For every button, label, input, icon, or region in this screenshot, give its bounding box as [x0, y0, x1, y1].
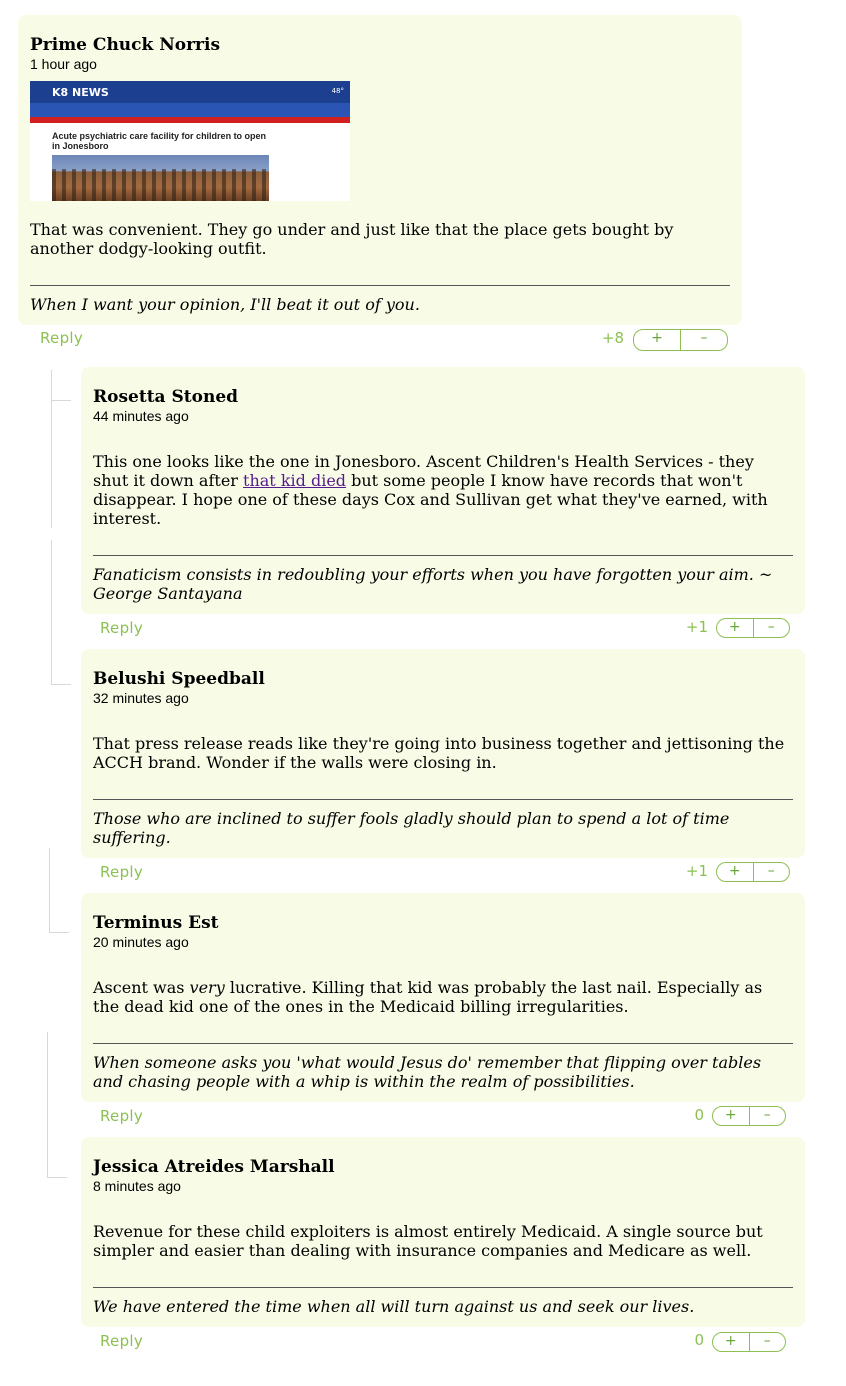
comment-timestamp[interactable]: 32 minutes ago — [93, 690, 189, 706]
comment-author[interactable]: Jessica Atreides Marshall — [93, 1157, 335, 1177]
comment-emphasis: very — [189, 978, 225, 997]
vote-controls — [716, 618, 790, 638]
comment-body: Revenue for these child exploiters is almost entirely Medicaid. A single source but simpler and easier than dealing with insurance companies and Medicare as well. — [93, 1222, 763, 1260]
comment-body — [93, 452, 793, 528]
comment-timestamp[interactable]: 44 minutes ago — [93, 408, 189, 424]
comment-text: This one looks like the one in Jonesboro. Ascent Children's Health Services - they shut it down after — [93, 452, 754, 490]
comment-score: 0 — [694, 1106, 704, 1124]
comment-author[interactable]: Terminus Est — [93, 913, 219, 933]
comment-score: 0 — [694, 1331, 704, 1349]
reply-button[interactable]: Reply — [40, 329, 84, 347]
comment-score: +1 — [685, 862, 708, 880]
thread-tick — [49, 932, 69, 933]
thread-tick — [47, 1177, 67, 1178]
comment-score: +1 — [685, 618, 708, 636]
downvote-button[interactable]: – — [749, 1107, 786, 1125]
comment-signature: We have entered the time when all will turn against us and seek our lives. — [93, 1297, 695, 1316]
comment-link[interactable]: that kid died — [243, 471, 347, 490]
comment-signature: Fanaticism consists in redoubling your efforts when you have forgotten your aim. ~ George Santayana — [93, 565, 773, 603]
downvote-button[interactable]: – — [680, 330, 727, 350]
downvote-button[interactable]: – — [753, 863, 790, 881]
comment-signature: When someone asks you 'what would Jesus do' remember that flipping over tables and chasing people with a whip is within the realm of possibilities. — [93, 1053, 762, 1091]
signature-divider — [93, 555, 793, 556]
comment-score: +8 — [601, 329, 624, 347]
comment-body — [93, 978, 793, 1016]
news-photo-windows — [52, 169, 269, 201]
news-alert-bar — [30, 117, 350, 123]
comment-timestamp[interactable]: 8 minutes ago — [93, 1178, 181, 1194]
comment-text: lucrative. Killing that kid was probably the last nail. Especially as the dead kid one of the ones in the Medicaid billing irregularities. — [93, 978, 763, 1016]
upvote-button[interactable]: + — [728, 863, 741, 879]
comment-timestamp[interactable]: 20 minutes ago — [93, 934, 189, 950]
news-temperature: 48° — [331, 87, 344, 95]
comment-author[interactable]: Belushi Speedball — [93, 669, 265, 689]
vote-controls — [633, 329, 728, 351]
news-headline: Acute psychiatric care facility for children to open in Jonesboro — [52, 131, 267, 151]
downvote-button[interactable]: – — [753, 619, 790, 637]
vote-controls — [712, 1332, 786, 1352]
thread-tick — [51, 684, 71, 685]
signature-divider — [93, 1287, 793, 1288]
thread-tick — [51, 400, 71, 401]
upvote-button[interactable]: + — [724, 1107, 737, 1123]
comment-text: but some people I know have records that won't disappear. I hope one of these days Cox and Sullivan get what they've earned, with interest. — [93, 471, 768, 528]
thread-line — [51, 540, 52, 685]
vote-controls — [716, 862, 790, 882]
reply-button[interactable]: Reply — [100, 1332, 144, 1350]
comment-author[interactable]: Prime Chuck Norris — [30, 35, 221, 55]
signature-divider — [93, 799, 793, 800]
upvote-button[interactable]: + — [724, 1333, 737, 1349]
signature-divider — [30, 285, 730, 286]
comment-body: That press release reads like they're going into business together and jettisoning the ACCH brand. Wonder if the walls were closing in. — [93, 734, 785, 772]
thread-line — [49, 848, 50, 932]
signature-divider — [93, 1043, 793, 1044]
reply-button[interactable]: Reply — [100, 1107, 144, 1125]
comment-timestamp[interactable]: 1 hour ago — [30, 56, 97, 72]
comment-signature: Those who are inclined to suffer fools gladly should plan to spend a lot of time suffering. — [93, 809, 730, 847]
comment-signature: When I want your opinion, I'll beat it out of you. — [30, 295, 420, 314]
upvote-button[interactable]: + — [651, 330, 663, 346]
news-nav-bar — [30, 103, 350, 117]
thread-line — [51, 370, 52, 528]
news-screenshot-image[interactable] — [30, 81, 350, 201]
vote-controls — [712, 1106, 786, 1126]
news-logo: K8 NEWS — [52, 86, 109, 99]
downvote-button[interactable]: – — [749, 1333, 786, 1351]
thread-line — [47, 1032, 48, 1178]
comment-body: That was convenient. They go under and just like that the place gets bought by another dodgy-looking outfit. — [30, 220, 674, 258]
reply-button[interactable]: Reply — [100, 619, 144, 637]
reply-button[interactable]: Reply — [100, 863, 144, 881]
comment-text: Ascent was — [93, 978, 190, 997]
comment-author[interactable]: Rosetta Stoned — [93, 387, 239, 407]
upvote-button[interactable]: + — [728, 619, 741, 635]
